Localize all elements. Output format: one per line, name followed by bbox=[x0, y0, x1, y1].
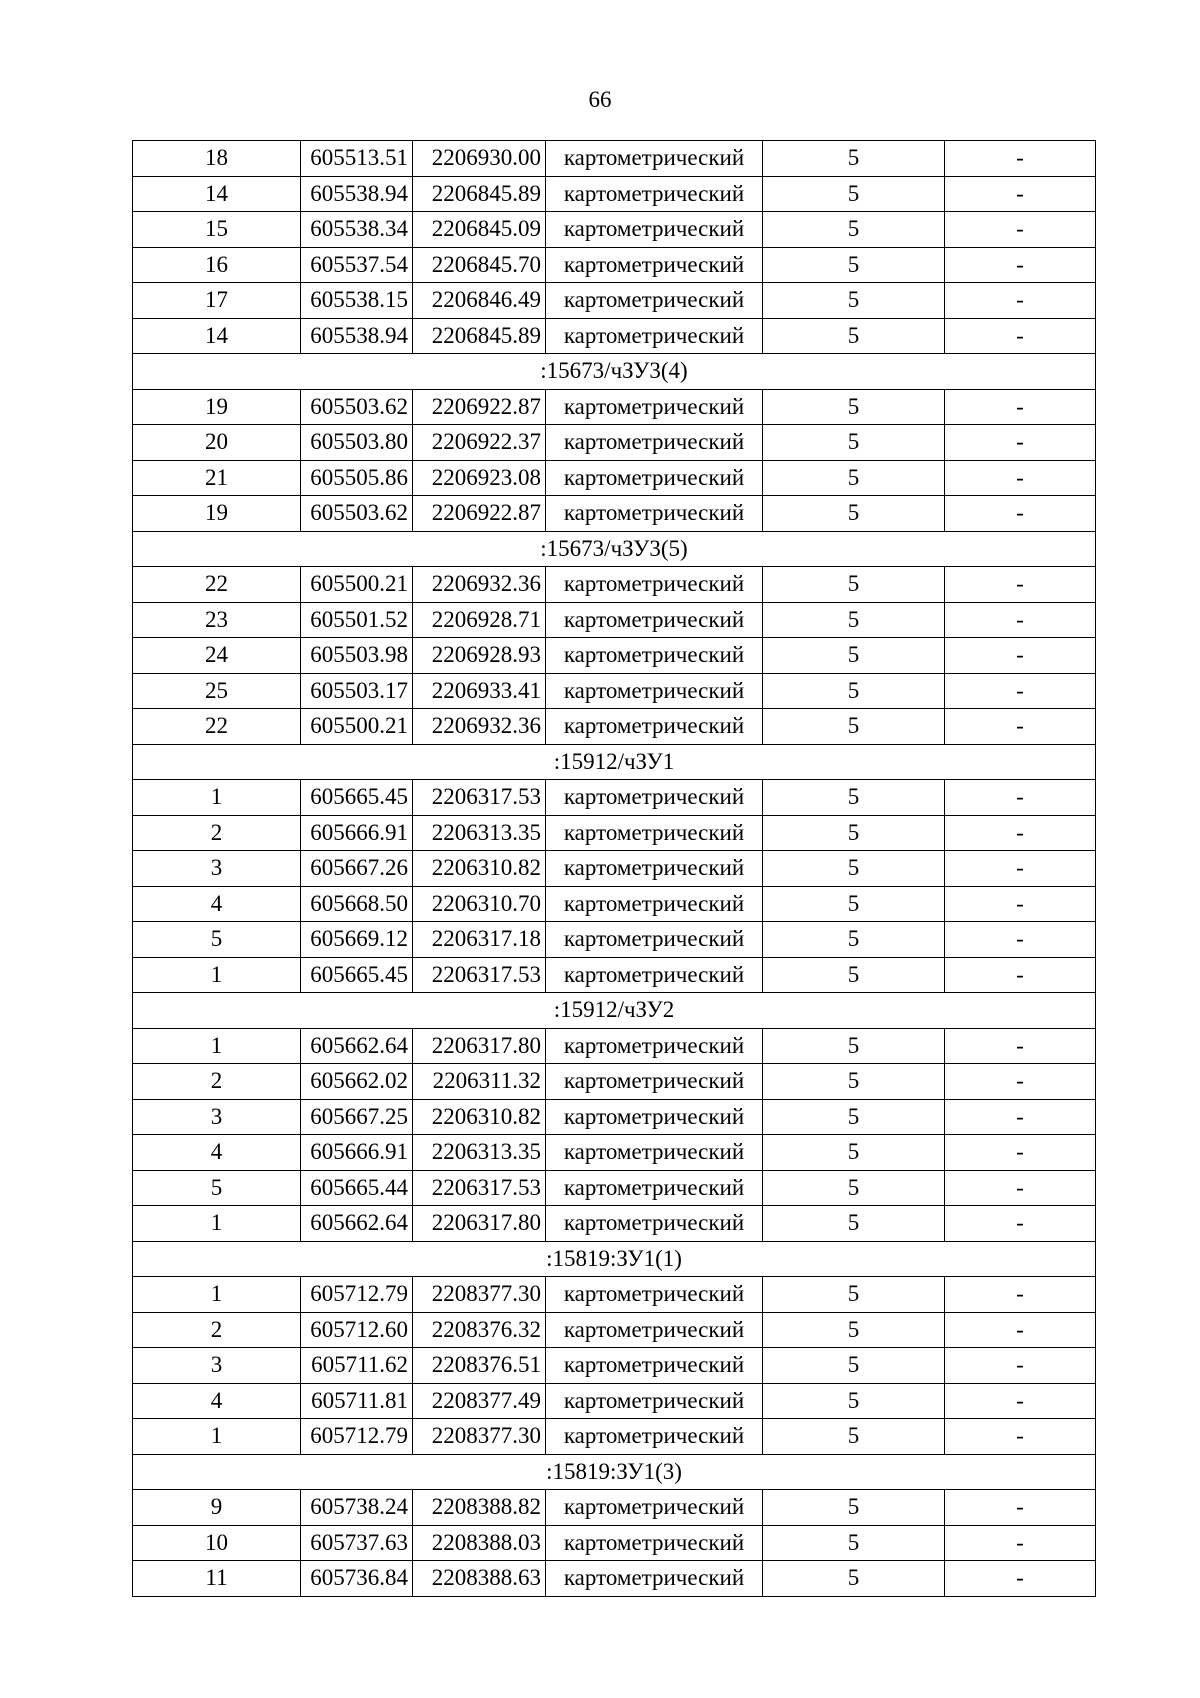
y-coordinate-cell: 2206311.32 bbox=[413, 1064, 546, 1100]
accuracy-cell: 5 bbox=[763, 567, 945, 603]
description-cell: - bbox=[945, 1135, 1096, 1171]
description-cell: - bbox=[945, 1312, 1096, 1348]
method-cell: картометрический bbox=[546, 1206, 763, 1242]
point-number-cell: 19 bbox=[133, 496, 301, 532]
table-row bbox=[133, 602, 1096, 638]
section-header-row bbox=[133, 993, 1096, 1029]
x-coordinate-cell: 605665.45 bbox=[301, 780, 413, 816]
y-coordinate-cell: 2208377.30 bbox=[413, 1419, 546, 1455]
x-coordinate-cell: 605513.51 bbox=[301, 141, 413, 177]
table-row bbox=[133, 212, 1096, 248]
y-coordinate-cell: 2208388.03 bbox=[413, 1525, 546, 1561]
method-cell: картометрический bbox=[546, 247, 763, 283]
description-cell: - bbox=[945, 815, 1096, 851]
x-coordinate-cell: 605667.26 bbox=[301, 851, 413, 887]
accuracy-cell: 5 bbox=[763, 1490, 945, 1526]
section-title: :15673/чЗУ3(4) bbox=[133, 354, 1096, 390]
description-cell: - bbox=[945, 1028, 1096, 1064]
accuracy-cell: 5 bbox=[763, 1277, 945, 1313]
point-number-cell: 2 bbox=[133, 1064, 301, 1100]
point-number-cell: 3 bbox=[133, 1099, 301, 1135]
method-cell: картометрический bbox=[546, 141, 763, 177]
x-coordinate-cell: 605665.44 bbox=[301, 1170, 413, 1206]
y-coordinate-cell: 2206317.80 bbox=[413, 1028, 546, 1064]
table-row bbox=[133, 425, 1096, 461]
accuracy-cell: 5 bbox=[763, 212, 945, 248]
table-row bbox=[133, 1028, 1096, 1064]
description-cell: - bbox=[945, 283, 1096, 319]
y-coordinate-cell: 2206313.35 bbox=[413, 1135, 546, 1171]
point-number-cell: 22 bbox=[133, 709, 301, 745]
point-number-cell: 24 bbox=[133, 638, 301, 674]
y-coordinate-cell: 2206310.82 bbox=[413, 851, 546, 887]
y-coordinate-cell: 2206845.89 bbox=[413, 318, 546, 354]
point-number-cell: 17 bbox=[133, 283, 301, 319]
table-row bbox=[133, 780, 1096, 816]
x-coordinate-cell: 605737.63 bbox=[301, 1525, 413, 1561]
table-row bbox=[133, 1383, 1096, 1419]
table-row bbox=[133, 922, 1096, 958]
accuracy-cell: 5 bbox=[763, 1064, 945, 1100]
y-coordinate-cell: 2206845.09 bbox=[413, 212, 546, 248]
accuracy-cell: 5 bbox=[763, 389, 945, 425]
x-coordinate-cell: 605662.64 bbox=[301, 1028, 413, 1064]
method-cell: картометрический bbox=[546, 1419, 763, 1455]
description-cell: - bbox=[945, 957, 1096, 993]
method-cell: картометрический bbox=[546, 496, 763, 532]
table-row bbox=[133, 496, 1096, 532]
table-row bbox=[133, 1170, 1096, 1206]
accuracy-cell: 5 bbox=[763, 1419, 945, 1455]
accuracy-cell: 5 bbox=[763, 1135, 945, 1171]
description-cell: - bbox=[945, 141, 1096, 177]
table-row bbox=[133, 1064, 1096, 1100]
x-coordinate-cell: 605503.80 bbox=[301, 425, 413, 461]
y-coordinate-cell: 2206922.37 bbox=[413, 425, 546, 461]
method-cell: картометрический bbox=[546, 851, 763, 887]
y-coordinate-cell: 2206930.00 bbox=[413, 141, 546, 177]
method-cell: картометрический bbox=[546, 709, 763, 745]
point-number-cell: 3 bbox=[133, 851, 301, 887]
x-coordinate-cell: 605501.52 bbox=[301, 602, 413, 638]
description-cell: - bbox=[945, 886, 1096, 922]
y-coordinate-cell: 2206317.53 bbox=[413, 1170, 546, 1206]
section-header-row bbox=[133, 354, 1096, 390]
table-row bbox=[133, 1419, 1096, 1455]
table-row bbox=[133, 1561, 1096, 1597]
description-cell: - bbox=[945, 1383, 1096, 1419]
y-coordinate-cell: 2206317.53 bbox=[413, 780, 546, 816]
x-coordinate-cell: 605503.62 bbox=[301, 389, 413, 425]
point-number-cell: 1 bbox=[133, 957, 301, 993]
point-number-cell: 5 bbox=[133, 922, 301, 958]
y-coordinate-cell: 2208388.82 bbox=[413, 1490, 546, 1526]
section-header-row bbox=[133, 1454, 1096, 1490]
description-cell: - bbox=[945, 567, 1096, 603]
point-number-cell: 1 bbox=[133, 1277, 301, 1313]
y-coordinate-cell: 2208388.63 bbox=[413, 1561, 546, 1597]
table-row bbox=[133, 1277, 1096, 1313]
section-header-row bbox=[133, 531, 1096, 567]
point-number-cell: 4 bbox=[133, 1135, 301, 1171]
x-coordinate-cell: 605538.94 bbox=[301, 176, 413, 212]
accuracy-cell: 5 bbox=[763, 638, 945, 674]
x-coordinate-cell: 605738.24 bbox=[301, 1490, 413, 1526]
accuracy-cell: 5 bbox=[763, 141, 945, 177]
y-coordinate-cell: 2206923.08 bbox=[413, 460, 546, 496]
point-number-cell: 9 bbox=[133, 1490, 301, 1526]
accuracy-cell: 5 bbox=[763, 1312, 945, 1348]
x-coordinate-cell: 605666.91 bbox=[301, 1135, 413, 1171]
method-cell: картометрический bbox=[546, 1170, 763, 1206]
x-coordinate-cell: 605736.84 bbox=[301, 1561, 413, 1597]
x-coordinate-cell: 605711.62 bbox=[301, 1348, 413, 1384]
description-cell: - bbox=[945, 389, 1096, 425]
y-coordinate-cell: 2206928.71 bbox=[413, 602, 546, 638]
method-cell: картометрический bbox=[546, 1064, 763, 1100]
point-number-cell: 15 bbox=[133, 212, 301, 248]
x-coordinate-cell: 605538.94 bbox=[301, 318, 413, 354]
accuracy-cell: 5 bbox=[763, 1525, 945, 1561]
y-coordinate-cell: 2208376.51 bbox=[413, 1348, 546, 1384]
description-cell: - bbox=[945, 1099, 1096, 1135]
accuracy-cell: 5 bbox=[763, 1170, 945, 1206]
y-coordinate-cell: 2208377.49 bbox=[413, 1383, 546, 1419]
y-coordinate-cell: 2206845.89 bbox=[413, 176, 546, 212]
description-cell: - bbox=[945, 1348, 1096, 1384]
description-cell: - bbox=[945, 460, 1096, 496]
description-cell: - bbox=[945, 212, 1096, 248]
method-cell: картометрический bbox=[546, 638, 763, 674]
accuracy-cell: 5 bbox=[763, 283, 945, 319]
point-number-cell: 5 bbox=[133, 1170, 301, 1206]
point-number-cell: 19 bbox=[133, 389, 301, 425]
accuracy-cell: 5 bbox=[763, 709, 945, 745]
method-cell: картометрический bbox=[546, 815, 763, 851]
point-number-cell: 4 bbox=[133, 886, 301, 922]
description-cell: - bbox=[945, 1419, 1096, 1455]
x-coordinate-cell: 605712.79 bbox=[301, 1419, 413, 1455]
page-number: 66 bbox=[588, 87, 612, 112]
x-coordinate-cell: 605669.12 bbox=[301, 922, 413, 958]
x-coordinate-cell: 605505.86 bbox=[301, 460, 413, 496]
point-number-cell: 3 bbox=[133, 1348, 301, 1384]
y-coordinate-cell: 2206310.82 bbox=[413, 1099, 546, 1135]
description-cell: - bbox=[945, 638, 1096, 674]
section-title: :15912/чЗУ2 bbox=[133, 993, 1096, 1029]
accuracy-cell: 5 bbox=[763, 851, 945, 887]
section-title: :15819:ЗУ1(3) bbox=[133, 1454, 1096, 1490]
accuracy-cell: 5 bbox=[763, 1561, 945, 1597]
point-number-cell: 1 bbox=[133, 1028, 301, 1064]
accuracy-cell: 5 bbox=[763, 1383, 945, 1419]
x-coordinate-cell: 605503.98 bbox=[301, 638, 413, 674]
table-row bbox=[133, 1490, 1096, 1526]
method-cell: картометрический bbox=[546, 425, 763, 461]
point-number-cell: 16 bbox=[133, 247, 301, 283]
table-row bbox=[133, 1206, 1096, 1242]
description-cell: - bbox=[945, 247, 1096, 283]
y-coordinate-cell: 2206845.70 bbox=[413, 247, 546, 283]
y-coordinate-cell: 2208376.32 bbox=[413, 1312, 546, 1348]
table-row bbox=[133, 886, 1096, 922]
table-row bbox=[133, 318, 1096, 354]
x-coordinate-cell: 605667.25 bbox=[301, 1099, 413, 1135]
table-row bbox=[133, 141, 1096, 177]
method-cell: картометрический bbox=[546, 1561, 763, 1597]
accuracy-cell: 5 bbox=[763, 922, 945, 958]
accuracy-cell: 5 bbox=[763, 886, 945, 922]
y-coordinate-cell: 2206317.80 bbox=[413, 1206, 546, 1242]
table-row bbox=[133, 709, 1096, 745]
point-number-cell: 14 bbox=[133, 176, 301, 212]
x-coordinate-cell: 605500.21 bbox=[301, 709, 413, 745]
point-number-cell: 1 bbox=[133, 780, 301, 816]
table-row bbox=[133, 283, 1096, 319]
description-cell: - bbox=[945, 1277, 1096, 1313]
description-cell: - bbox=[945, 922, 1096, 958]
method-cell: картометрический bbox=[546, 1099, 763, 1135]
description-cell: - bbox=[945, 1206, 1096, 1242]
y-coordinate-cell: 2206922.87 bbox=[413, 389, 546, 425]
description-cell: - bbox=[945, 602, 1096, 638]
x-coordinate-cell: 605712.79 bbox=[301, 1277, 413, 1313]
x-coordinate-cell: 605712.60 bbox=[301, 1312, 413, 1348]
x-coordinate-cell: 605711.81 bbox=[301, 1383, 413, 1419]
table-row bbox=[133, 1348, 1096, 1384]
description-cell: - bbox=[945, 496, 1096, 532]
coordinates-table-body bbox=[133, 141, 1096, 1597]
y-coordinate-cell: 2206928.93 bbox=[413, 638, 546, 674]
description-cell: - bbox=[945, 1525, 1096, 1561]
accuracy-cell: 5 bbox=[763, 673, 945, 709]
method-cell: картометрический bbox=[546, 1525, 763, 1561]
method-cell: картометрический bbox=[546, 1312, 763, 1348]
point-number-cell: 23 bbox=[133, 602, 301, 638]
table-row bbox=[133, 389, 1096, 425]
method-cell: картометрический bbox=[546, 567, 763, 603]
table-row bbox=[133, 460, 1096, 496]
method-cell: картометрический bbox=[546, 922, 763, 958]
x-coordinate-cell: 605666.91 bbox=[301, 815, 413, 851]
accuracy-cell: 5 bbox=[763, 318, 945, 354]
table-row bbox=[133, 1099, 1096, 1135]
method-cell: картометрический bbox=[546, 957, 763, 993]
point-number-cell: 2 bbox=[133, 1312, 301, 1348]
table-row bbox=[133, 1135, 1096, 1171]
table-row bbox=[133, 673, 1096, 709]
method-cell: картометрический bbox=[546, 886, 763, 922]
accuracy-cell: 5 bbox=[763, 425, 945, 461]
description-cell: - bbox=[945, 709, 1096, 745]
accuracy-cell: 5 bbox=[763, 957, 945, 993]
section-title: :15912/чЗУ1 bbox=[133, 744, 1096, 780]
method-cell: картометрический bbox=[546, 283, 763, 319]
method-cell: картометрический bbox=[546, 1135, 763, 1171]
table-row bbox=[133, 957, 1096, 993]
description-cell: - bbox=[945, 1490, 1096, 1526]
point-number-cell: 10 bbox=[133, 1525, 301, 1561]
section-header-row bbox=[133, 744, 1096, 780]
section-title: :15819:ЗУ1(1) bbox=[133, 1241, 1096, 1277]
accuracy-cell: 5 bbox=[763, 1099, 945, 1135]
x-coordinate-cell: 605538.34 bbox=[301, 212, 413, 248]
accuracy-cell: 5 bbox=[763, 176, 945, 212]
table-row bbox=[133, 638, 1096, 674]
x-coordinate-cell: 605503.17 bbox=[301, 673, 413, 709]
method-cell: картометрический bbox=[546, 1028, 763, 1064]
x-coordinate-cell: 605503.62 bbox=[301, 496, 413, 532]
description-cell: - bbox=[945, 1561, 1096, 1597]
description-cell: - bbox=[945, 1064, 1096, 1100]
x-coordinate-cell: 605500.21 bbox=[301, 567, 413, 603]
point-number-cell: 22 bbox=[133, 567, 301, 603]
accuracy-cell: 5 bbox=[763, 247, 945, 283]
point-number-cell: 18 bbox=[133, 141, 301, 177]
point-number-cell: 20 bbox=[133, 425, 301, 461]
description-cell: - bbox=[945, 1170, 1096, 1206]
method-cell: картометрический bbox=[546, 212, 763, 248]
section-header-row bbox=[133, 1241, 1096, 1277]
point-number-cell: 2 bbox=[133, 815, 301, 851]
table-row bbox=[133, 851, 1096, 887]
y-coordinate-cell: 2206933.41 bbox=[413, 673, 546, 709]
point-number-cell: 21 bbox=[133, 460, 301, 496]
y-coordinate-cell: 2206932.36 bbox=[413, 567, 546, 603]
accuracy-cell: 5 bbox=[763, 496, 945, 532]
table-row bbox=[133, 815, 1096, 851]
y-coordinate-cell: 2206310.70 bbox=[413, 886, 546, 922]
point-number-cell: 1 bbox=[133, 1419, 301, 1455]
y-coordinate-cell: 2206922.87 bbox=[413, 496, 546, 532]
method-cell: картометрический bbox=[546, 389, 763, 425]
y-coordinate-cell: 2206846.49 bbox=[413, 283, 546, 319]
section-title: :15673/чЗУ3(5) bbox=[133, 531, 1096, 567]
point-number-cell: 14 bbox=[133, 318, 301, 354]
method-cell: картометрический bbox=[546, 318, 763, 354]
point-number-cell: 11 bbox=[133, 1561, 301, 1597]
accuracy-cell: 5 bbox=[763, 1348, 945, 1384]
point-number-cell: 1 bbox=[133, 1206, 301, 1242]
accuracy-cell: 5 bbox=[763, 1028, 945, 1064]
description-cell: - bbox=[945, 176, 1096, 212]
table-row bbox=[133, 176, 1096, 212]
method-cell: картометрический bbox=[546, 602, 763, 638]
description-cell: - bbox=[945, 318, 1096, 354]
table-row bbox=[133, 567, 1096, 603]
table-row bbox=[133, 247, 1096, 283]
x-coordinate-cell: 605665.45 bbox=[301, 957, 413, 993]
y-coordinate-cell: 2206313.35 bbox=[413, 815, 546, 851]
y-coordinate-cell: 2206317.18 bbox=[413, 922, 546, 958]
x-coordinate-cell: 605662.64 bbox=[301, 1206, 413, 1242]
description-cell: - bbox=[945, 673, 1096, 709]
accuracy-cell: 5 bbox=[763, 602, 945, 638]
accuracy-cell: 5 bbox=[763, 780, 945, 816]
x-coordinate-cell: 605668.50 bbox=[301, 886, 413, 922]
method-cell: картометрический bbox=[546, 1348, 763, 1384]
y-coordinate-cell: 2206932.36 bbox=[413, 709, 546, 745]
coordinates-table bbox=[132, 140, 1096, 1597]
x-coordinate-cell: 605537.54 bbox=[301, 247, 413, 283]
method-cell: картометрический bbox=[546, 460, 763, 496]
method-cell: картометрический bbox=[546, 1383, 763, 1419]
description-cell: - bbox=[945, 425, 1096, 461]
y-coordinate-cell: 2208377.30 bbox=[413, 1277, 546, 1313]
accuracy-cell: 5 bbox=[763, 815, 945, 851]
point-number-cell: 25 bbox=[133, 673, 301, 709]
table-row bbox=[133, 1312, 1096, 1348]
accuracy-cell: 5 bbox=[763, 1206, 945, 1242]
point-number-cell: 4 bbox=[133, 1383, 301, 1419]
y-coordinate-cell: 2206317.53 bbox=[413, 957, 546, 993]
method-cell: картометрический bbox=[546, 176, 763, 212]
method-cell: картометрический bbox=[546, 780, 763, 816]
accuracy-cell: 5 bbox=[763, 460, 945, 496]
method-cell: картометрический bbox=[546, 673, 763, 709]
table-row bbox=[133, 1525, 1096, 1561]
method-cell: картометрический bbox=[546, 1490, 763, 1526]
description-cell: - bbox=[945, 780, 1096, 816]
description-cell: - bbox=[945, 851, 1096, 887]
method-cell: картометрический bbox=[546, 1277, 763, 1313]
x-coordinate-cell: 605662.02 bbox=[301, 1064, 413, 1100]
x-coordinate-cell: 605538.15 bbox=[301, 283, 413, 319]
